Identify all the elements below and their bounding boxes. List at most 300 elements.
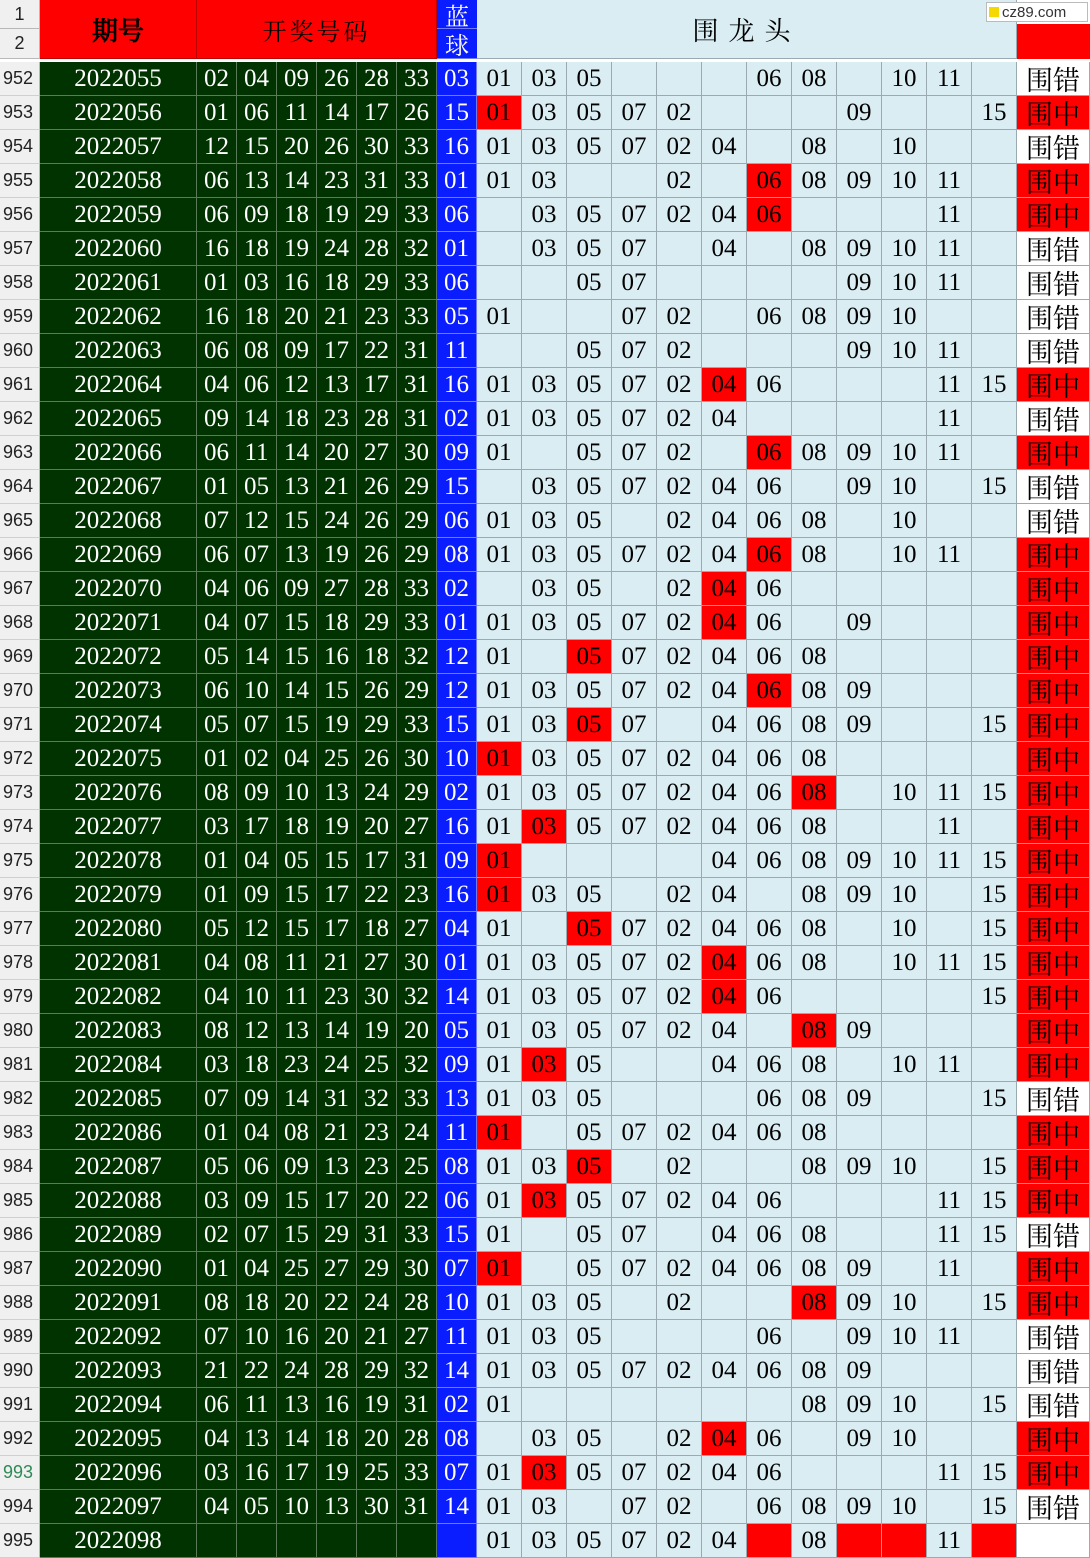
wl-number-cell[interactable] <box>837 912 882 946</box>
wl-number-cell[interactable]: 09 <box>837 96 882 130</box>
blue-ball-cell[interactable]: 07 <box>437 1252 477 1286</box>
winning-number-cell[interactable]: 06 <box>197 674 237 708</box>
winning-number-cell[interactable]: 31 <box>397 1490 437 1524</box>
row-number[interactable]: 958 <box>0 266 40 300</box>
winning-number-cell[interactable]: 01 <box>197 878 237 912</box>
row-number[interactable]: 959 <box>0 300 40 334</box>
winning-number-cell[interactable]: 05 <box>277 844 317 878</box>
winning-number-cell[interactable]: 16 <box>317 640 357 674</box>
winning-number-cell[interactable]: 09 <box>237 776 277 810</box>
blue-ball-cell[interactable]: 10 <box>437 742 477 776</box>
wl-number-cell[interactable]: 05 <box>567 1456 612 1490</box>
result-cell[interactable]: 围中 <box>1017 810 1090 844</box>
wl-number-cell[interactable]: 07 <box>612 1490 657 1524</box>
period-cell[interactable]: 2022083 <box>40 1014 197 1048</box>
wl-number-cell[interactable] <box>657 62 702 96</box>
wl-number-cell[interactable]: 02 <box>657 1184 702 1218</box>
winning-number-cell[interactable]: 30 <box>357 130 397 164</box>
winning-number-cell[interactable]: 15 <box>277 640 317 674</box>
winning-number-cell[interactable]: 16 <box>317 1388 357 1422</box>
blue-ball-cell[interactable]: 07 <box>437 1456 477 1490</box>
result-cell[interactable]: 围中 <box>1017 708 1090 742</box>
wl-number-cell[interactable] <box>792 1422 837 1456</box>
wl-number-cell[interactable]: 08 <box>792 300 837 334</box>
wl-number-cell[interactable]: 06 <box>747 606 792 640</box>
winning-number-cell[interactable]: 09 <box>277 334 317 368</box>
winning-number-cell[interactable]: 11 <box>237 436 277 470</box>
wl-number-cell[interactable]: 11 <box>927 946 972 980</box>
winning-number-cell[interactable]: 06 <box>237 572 277 606</box>
row-number[interactable]: 992 <box>0 1422 40 1456</box>
period-cell[interactable]: 2022077 <box>40 810 197 844</box>
wl-number-cell[interactable]: 10 <box>882 776 927 810</box>
wl-number-cell[interactable] <box>567 164 612 198</box>
wl-number-cell[interactable]: 08 <box>792 504 837 538</box>
wl-number-cell[interactable] <box>927 470 972 504</box>
result-cell[interactable]: 围中 <box>1017 946 1090 980</box>
wl-number-cell[interactable]: 07 <box>612 436 657 470</box>
winning-number-cell[interactable]: 09 <box>237 198 277 232</box>
wl-number-cell[interactable]: 05 <box>567 62 612 96</box>
winning-number-cell[interactable]: 25 <box>357 1048 397 1082</box>
blue-ball-cell[interactable]: 15 <box>437 96 477 130</box>
winning-number-cell[interactable]: 24 <box>357 1286 397 1320</box>
period-cell[interactable]: 2022087 <box>40 1150 197 1184</box>
period-cell[interactable]: 2022063 <box>40 334 197 368</box>
period-cell[interactable]: 2022066 <box>40 436 197 470</box>
wl-number-cell[interactable]: 11 <box>927 1048 972 1082</box>
winning-number-cell[interactable]: 27 <box>317 572 357 606</box>
winning-number-cell[interactable]: 17 <box>317 878 357 912</box>
winning-number-cell[interactable]: 29 <box>397 538 437 572</box>
wl-number-cell[interactable] <box>747 1388 792 1422</box>
wl-number-cell[interactable]: 04 <box>702 368 747 402</box>
wl-number-cell[interactable] <box>702 266 747 300</box>
wl-number-cell[interactable]: 01 <box>477 436 522 470</box>
wl-number-cell[interactable]: 07 <box>612 470 657 504</box>
wl-number-cell[interactable]: 04 <box>702 402 747 436</box>
period-cell[interactable]: 2022084 <box>40 1048 197 1082</box>
wl-number-cell[interactable]: 01 <box>477 1150 522 1184</box>
wl-number-cell[interactable]: 05 <box>567 1184 612 1218</box>
winning-number-cell[interactable]: 13 <box>237 1422 277 1456</box>
winning-number-cell[interactable]: 18 <box>357 912 397 946</box>
result-cell[interactable]: 围中 <box>1017 1252 1090 1286</box>
winning-number-cell[interactable]: 06 <box>197 198 237 232</box>
wl-number-cell[interactable] <box>702 96 747 130</box>
blue-ball-cell[interactable]: 08 <box>437 538 477 572</box>
wl-number-cell[interactable]: 10 <box>882 130 927 164</box>
wl-number-cell[interactable]: 02 <box>657 402 702 436</box>
wl-number-cell[interactable]: 10 <box>882 844 927 878</box>
wl-number-cell[interactable]: 03 <box>522 198 567 232</box>
wl-number-cell[interactable]: 11 <box>927 1218 972 1252</box>
wl-number-cell[interactable]: 01 <box>477 504 522 538</box>
period-cell[interactable]: 2022061 <box>40 266 197 300</box>
wl-number-cell[interactable]: 09 <box>837 1150 882 1184</box>
blue-ball-cell[interactable]: 06 <box>437 1184 477 1218</box>
wl-number-cell[interactable]: 06 <box>747 742 792 776</box>
wl-number-cell[interactable] <box>882 1014 927 1048</box>
wl-number-cell[interactable] <box>747 1014 792 1048</box>
wl-number-cell[interactable]: 03 <box>522 96 567 130</box>
wl-number-cell[interactable]: 10 <box>882 266 927 300</box>
period-cell[interactable]: 2022091 <box>40 1286 197 1320</box>
wl-number-cell[interactable] <box>837 368 882 402</box>
wl-number-cell[interactable]: 06 <box>747 368 792 402</box>
blue-ball-cell[interactable]: 14 <box>437 1354 477 1388</box>
winning-number-cell[interactable]: 29 <box>397 504 437 538</box>
wl-number-cell[interactable]: 03 <box>522 1184 567 1218</box>
wl-number-cell[interactable]: 11 <box>927 1320 972 1354</box>
blue-ball-cell[interactable]: 16 <box>437 130 477 164</box>
wl-number-cell[interactable]: 01 <box>477 300 522 334</box>
wl-number-cell[interactable]: 08 <box>792 232 837 266</box>
wl-number-cell[interactable]: 05 <box>567 130 612 164</box>
wl-number-cell[interactable] <box>702 1286 747 1320</box>
winning-number-cell[interactable]: 17 <box>317 912 357 946</box>
winning-number-cell[interactable]: 15 <box>317 674 357 708</box>
winning-number-cell[interactable]: 28 <box>397 1286 437 1320</box>
wl-number-cell[interactable] <box>972 198 1017 232</box>
row-number-1[interactable]: 1 <box>0 0 40 29</box>
wl-number-cell[interactable]: 15 <box>972 776 1017 810</box>
result-cell[interactable]: 围中 <box>1017 1116 1090 1150</box>
wl-number-cell[interactable]: 09 <box>837 606 882 640</box>
wl-number-cell[interactable]: 02 <box>657 1490 702 1524</box>
wl-number-cell[interactable]: 15 <box>972 946 1017 980</box>
wl-number-cell[interactable]: 10 <box>882 1490 927 1524</box>
wl-number-cell[interactable] <box>792 334 837 368</box>
blue-ball-cell[interactable]: 15 <box>437 470 477 504</box>
winning-number-cell[interactable]: 15 <box>277 878 317 912</box>
wl-number-cell[interactable]: 04 <box>702 1422 747 1456</box>
wl-number-cell[interactable]: 11 <box>927 1456 972 1490</box>
result-cell[interactable]: 围中 <box>1017 164 1090 198</box>
winning-number-cell[interactable]: 04 <box>277 742 317 776</box>
winning-number-cell[interactable]: 14 <box>277 1422 317 1456</box>
wl-number-cell[interactable]: 11 <box>927 368 972 402</box>
wl-number-cell[interactable]: 02 <box>657 946 702 980</box>
wl-number-cell[interactable]: 09 <box>837 436 882 470</box>
winning-number-cell[interactable]: 21 <box>317 1116 357 1150</box>
wl-number-cell[interactable]: 15 <box>972 878 1017 912</box>
wl-number-cell[interactable]: 05 <box>567 606 612 640</box>
wl-number-cell[interactable]: 07 <box>612 96 657 130</box>
period-cell[interactable]: 2022071 <box>40 606 197 640</box>
result-cell[interactable]: 围错 <box>1017 130 1090 164</box>
wl-number-cell[interactable] <box>522 436 567 470</box>
wl-number-cell[interactable]: 04 <box>702 538 747 572</box>
wl-number-cell[interactable]: 01 <box>477 164 522 198</box>
wl-number-cell[interactable]: 03 <box>522 980 567 1014</box>
wl-number-cell[interactable]: 02 <box>657 980 702 1014</box>
wl-number-cell[interactable]: 06 <box>747 980 792 1014</box>
wl-number-cell[interactable]: 15 <box>972 1490 1017 1524</box>
winning-number-cell[interactable]: 29 <box>357 266 397 300</box>
wl-number-cell[interactable] <box>882 1354 927 1388</box>
row-number[interactable]: 967 <box>0 572 40 606</box>
wl-number-cell[interactable]: 05 <box>567 640 612 674</box>
wl-number-cell[interactable]: 04 <box>702 878 747 912</box>
wl-number-cell[interactable] <box>972 266 1017 300</box>
wl-number-cell[interactable] <box>792 1184 837 1218</box>
wl-number-cell[interactable]: 04 <box>702 572 747 606</box>
wl-number-cell[interactable] <box>747 266 792 300</box>
period-cell[interactable]: 2022095 <box>40 1422 197 1456</box>
wl-number-cell[interactable]: 07 <box>612 1184 657 1218</box>
wl-number-cell[interactable]: 06 <box>747 164 792 198</box>
wl-number-cell[interactable]: 06 <box>747 572 792 606</box>
winning-number-cell[interactable]: 15 <box>277 504 317 538</box>
wl-number-cell[interactable]: 09 <box>837 878 882 912</box>
wl-number-cell[interactable] <box>927 1014 972 1048</box>
wl-number-cell[interactable] <box>927 504 972 538</box>
wl-number-cell[interactable]: 10 <box>882 470 927 504</box>
winning-number-cell[interactable]: 07 <box>237 1218 277 1252</box>
winning-number-cell[interactable]: 01 <box>197 1116 237 1150</box>
winning-number-cell[interactable]: 15 <box>277 606 317 640</box>
result-cell[interactable]: 围中 <box>1017 436 1090 470</box>
wl-number-cell[interactable]: 15 <box>972 1082 1017 1116</box>
winning-number-cell[interactable]: 13 <box>317 776 357 810</box>
wl-number-cell[interactable]: 02 <box>657 1150 702 1184</box>
period-cell[interactable]: 2022090 <box>40 1252 197 1286</box>
wl-number-cell[interactable] <box>702 62 747 96</box>
wl-number-cell[interactable] <box>972 334 1017 368</box>
winning-number-cell[interactable]: 02 <box>237 742 277 776</box>
wl-number-cell[interactable] <box>882 402 927 436</box>
wl-number-cell[interactable] <box>657 1048 702 1082</box>
period-cell[interactable]: 2022089 <box>40 1218 197 1252</box>
wl-number-cell[interactable]: 08 <box>792 1286 837 1320</box>
result-cell[interactable]: 围中 <box>1017 1014 1090 1048</box>
winning-number-cell[interactable]: 27 <box>357 436 397 470</box>
wl-number-cell[interactable]: 02 <box>657 436 702 470</box>
row-number[interactable]: 962 <box>0 402 40 436</box>
winning-number-cell[interactable]: 07 <box>237 606 277 640</box>
wl-number-cell[interactable]: 09 <box>837 674 882 708</box>
wl-number-cell[interactable] <box>837 640 882 674</box>
wl-number-cell[interactable]: 01 <box>477 62 522 96</box>
wl-number-cell[interactable] <box>792 572 837 606</box>
wl-number-cell[interactable]: 05 <box>567 810 612 844</box>
wl-number-cell[interactable] <box>927 1082 972 1116</box>
winning-number-cell[interactable]: 29 <box>397 470 437 504</box>
wl-number-cell[interactable] <box>972 1116 1017 1150</box>
wl-number-cell[interactable]: 09 <box>837 232 882 266</box>
wl-number-cell[interactable] <box>837 1116 882 1150</box>
wl-number-cell[interactable]: 04 <box>702 640 747 674</box>
winning-number-cell[interactable]: 31 <box>397 1388 437 1422</box>
winning-number-cell[interactable]: 29 <box>357 1252 397 1286</box>
wl-number-cell[interactable] <box>792 1320 837 1354</box>
blue-ball-cell[interactable]: 04 <box>437 912 477 946</box>
winning-number-cell[interactable]: 24 <box>317 232 357 266</box>
wl-number-cell[interactable] <box>567 1388 612 1422</box>
winning-number-cell[interactable]: 33 <box>397 62 437 96</box>
wl-number-cell[interactable] <box>972 402 1017 436</box>
wl-number-cell[interactable] <box>702 1490 747 1524</box>
wl-number-cell[interactable]: 07 <box>612 674 657 708</box>
wl-number-cell[interactable] <box>837 1218 882 1252</box>
wl-number-cell[interactable]: 05 <box>567 1422 612 1456</box>
wl-number-cell[interactable]: 02 <box>657 742 702 776</box>
wl-number-cell[interactable]: 05 <box>567 912 612 946</box>
winning-number-cell[interactable]: 04 <box>237 844 277 878</box>
wl-number-cell[interactable] <box>567 1490 612 1524</box>
wl-number-cell[interactable] <box>837 402 882 436</box>
wl-number-cell[interactable]: 10 <box>882 334 927 368</box>
period-cell[interactable]: 2022096 <box>40 1456 197 1490</box>
wl-number-cell[interactable] <box>837 62 882 96</box>
wl-number-cell[interactable] <box>612 1422 657 1456</box>
wl-number-cell[interactable] <box>522 300 567 334</box>
winning-number-cell[interactable]: 08 <box>277 1116 317 1150</box>
wl-number-cell[interactable]: 01 <box>477 96 522 130</box>
winning-number-cell[interactable]: 03 <box>197 1184 237 1218</box>
wl-number-cell[interactable]: 05 <box>567 368 612 402</box>
period-cell[interactable]: 2022072 <box>40 640 197 674</box>
winning-number-cell[interactable]: 16 <box>237 1456 277 1490</box>
winning-number-cell[interactable]: 14 <box>237 640 277 674</box>
winning-number-cell[interactable]: 23 <box>317 980 357 1014</box>
winning-number-cell[interactable]: 09 <box>237 1184 277 1218</box>
winning-number-cell[interactable]: 31 <box>397 402 437 436</box>
period-cell[interactable]: 2022065 <box>40 402 197 436</box>
wl-number-cell[interactable] <box>882 198 927 232</box>
winning-number-cell[interactable]: 23 <box>357 1116 397 1150</box>
period-cell[interactable]: 2022086 <box>40 1116 197 1150</box>
result-cell[interactable]: 围错 <box>1017 402 1090 436</box>
wl-number-cell[interactable] <box>927 878 972 912</box>
wl-number-cell[interactable]: 04 <box>702 946 747 980</box>
wl-number-cell[interactable] <box>702 1388 747 1422</box>
winning-number-cell[interactable]: 26 <box>357 504 397 538</box>
wl-number-cell[interactable] <box>477 232 522 266</box>
blue-ball-cell[interactable]: 16 <box>437 368 477 402</box>
wl-number-cell[interactable] <box>882 1252 927 1286</box>
winning-number-cell[interactable]: 32 <box>397 980 437 1014</box>
row-number[interactable]: 995 <box>0 1524 40 1558</box>
wl-number-cell[interactable]: 08 <box>792 164 837 198</box>
row-number[interactable]: 979 <box>0 980 40 1014</box>
winning-number-cell[interactable]: 04 <box>197 1490 237 1524</box>
row-number[interactable]: 990 <box>0 1354 40 1388</box>
winning-number-cell[interactable]: 32 <box>397 1354 437 1388</box>
wl-number-cell[interactable] <box>612 878 657 912</box>
wl-number-cell[interactable]: 05 <box>567 572 612 606</box>
wl-number-cell[interactable]: 03 <box>522 1524 567 1558</box>
wl-number-cell[interactable] <box>927 130 972 164</box>
wl-number-cell[interactable] <box>837 504 882 538</box>
result-cell[interactable]: 围错 <box>1017 62 1090 96</box>
winning-number-cell[interactable]: 18 <box>357 640 397 674</box>
winning-number-cell[interactable]: 02 <box>197 1218 237 1252</box>
winning-number-cell[interactable]: 28 <box>357 402 397 436</box>
wl-number-cell[interactable]: 02 <box>657 368 702 402</box>
winning-number-cell[interactable]: 19 <box>317 708 357 742</box>
wl-number-cell[interactable]: 10 <box>882 1422 927 1456</box>
wl-number-cell[interactable]: 15 <box>972 1388 1017 1422</box>
winning-number-cell[interactable]: 32 <box>357 1082 397 1116</box>
wl-number-cell[interactable]: 15 <box>972 1456 1017 1490</box>
result-cell[interactable]: 围错 <box>1017 1218 1090 1252</box>
winning-number-cell[interactable]: 15 <box>317 844 357 878</box>
wl-number-cell[interactable] <box>882 1524 927 1558</box>
wl-number-cell[interactable] <box>657 1082 702 1116</box>
wl-number-cell[interactable]: 07 <box>612 946 657 980</box>
winning-number-cell[interactable]: 04 <box>237 1252 277 1286</box>
winning-number-cell[interactable]: 28 <box>397 1422 437 1456</box>
wl-number-cell[interactable]: 04 <box>702 470 747 504</box>
wl-number-cell[interactable]: 01 <box>477 708 522 742</box>
wl-number-cell[interactable]: 11 <box>927 164 972 198</box>
winning-number-cell[interactable]: 32 <box>397 232 437 266</box>
wl-number-cell[interactable] <box>972 232 1017 266</box>
wl-number-cell[interactable]: 10 <box>882 946 927 980</box>
wl-number-cell[interactable] <box>972 62 1017 96</box>
wl-number-cell[interactable] <box>747 1524 792 1558</box>
wl-number-cell[interactable]: 02 <box>657 1354 702 1388</box>
wl-number-cell[interactable]: 06 <box>747 300 792 334</box>
wl-number-cell[interactable] <box>477 1422 522 1456</box>
wl-number-cell[interactable] <box>702 1320 747 1354</box>
wl-number-cell[interactable] <box>972 164 1017 198</box>
winning-number-cell[interactable]: 23 <box>277 1048 317 1082</box>
wl-number-cell[interactable]: 04 <box>702 1354 747 1388</box>
winning-number-cell[interactable]: 08 <box>197 1014 237 1048</box>
wl-number-cell[interactable] <box>612 1150 657 1184</box>
wl-number-cell[interactable]: 04 <box>702 232 747 266</box>
wl-number-cell[interactable]: 02 <box>657 1456 702 1490</box>
winning-number-cell[interactable]: 09 <box>277 62 317 96</box>
winning-number-cell[interactable]: 06 <box>197 334 237 368</box>
wl-number-cell[interactable] <box>927 1388 972 1422</box>
winning-number-cell[interactable]: 04 <box>197 980 237 1014</box>
wl-number-cell[interactable]: 04 <box>702 130 747 164</box>
period-cell[interactable]: 2022079 <box>40 878 197 912</box>
winning-number-cell[interactable]: 07 <box>197 504 237 538</box>
winning-number-cell[interactable]: 13 <box>277 1014 317 1048</box>
wl-number-cell[interactable]: 06 <box>747 1422 792 1456</box>
period-cell[interactable]: 2022092 <box>40 1320 197 1354</box>
period-cell[interactable]: 2022080 <box>40 912 197 946</box>
wl-number-cell[interactable]: 05 <box>567 1014 612 1048</box>
wl-number-cell[interactable]: 01 <box>477 946 522 980</box>
wl-number-cell[interactable]: 15 <box>972 912 1017 946</box>
winning-number-cell[interactable]: 21 <box>197 1354 237 1388</box>
winning-number-cell[interactable]: 15 <box>237 130 277 164</box>
winning-number-cell[interactable]: 29 <box>397 674 437 708</box>
wl-number-cell[interactable]: 08 <box>792 878 837 912</box>
wl-number-cell[interactable] <box>747 96 792 130</box>
wl-number-cell[interactable] <box>972 130 1017 164</box>
row-number[interactable]: 976 <box>0 878 40 912</box>
winning-number-cell[interactable]: 19 <box>317 810 357 844</box>
wl-number-cell[interactable]: 06 <box>747 538 792 572</box>
period-cell[interactable]: 2022058 <box>40 164 197 198</box>
winning-number-cell[interactable]: 33 <box>397 300 437 334</box>
wl-number-cell[interactable]: 02 <box>657 470 702 504</box>
period-cell[interactable]: 2022074 <box>40 708 197 742</box>
period-cell[interactable]: 2022060 <box>40 232 197 266</box>
wl-number-cell[interactable]: 06 <box>747 198 792 232</box>
blue-ball-cell[interactable]: 02 <box>437 776 477 810</box>
winning-number-cell[interactable]: 13 <box>317 1490 357 1524</box>
winning-number-cell[interactable]: 23 <box>357 1150 397 1184</box>
wl-number-cell[interactable]: 03 <box>522 232 567 266</box>
